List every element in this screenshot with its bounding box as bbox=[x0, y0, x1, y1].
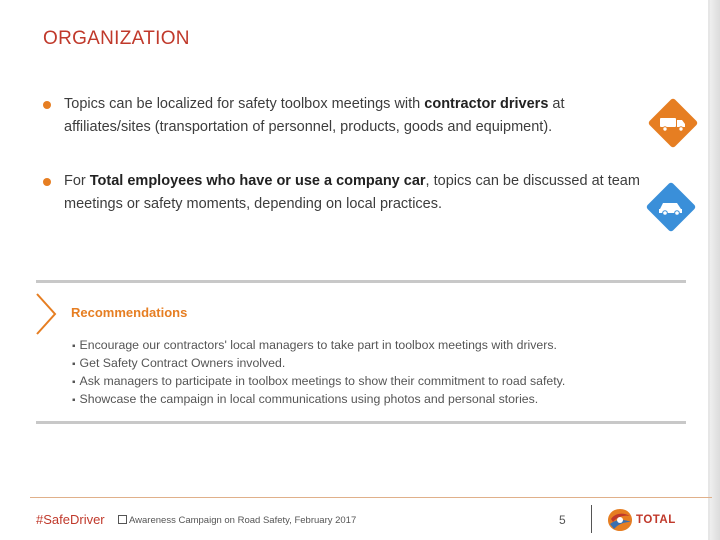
bullet-dot bbox=[43, 178, 51, 186]
list-item: ▪ Get Safety Contract Owners involved. bbox=[72, 355, 565, 373]
footer-campaign: Awareness Campaign on Road Safety, February 2017 bbox=[118, 515, 356, 526]
chevron-right-icon bbox=[34, 292, 58, 336]
list-item: ▪ Encourage our contractors' local managers to take part in toolbox meetings with drivers. bbox=[72, 337, 565, 355]
right-edge-band bbox=[708, 0, 720, 540]
divider-bottom bbox=[36, 421, 686, 424]
page-title: ORGANIZATION bbox=[43, 28, 190, 49]
footer-divider bbox=[591, 505, 592, 533]
bullet-text: Topics can be localized for safety toolbox meetings with contractor drivers at affiliates/sites (transportation of personnel, products, goods and equipment). bbox=[64, 96, 565, 135]
truck-icon bbox=[648, 98, 698, 148]
bullet-dot bbox=[43, 101, 51, 109]
divider-top bbox=[36, 280, 686, 283]
bullet-contractor-drivers bbox=[43, 93, 633, 139]
logo-text: TOTAL bbox=[636, 514, 676, 526]
bullet-text: For Total employees who have or use a company car, topics can be discussed at team meetings or safety moments, depending on local practices. bbox=[64, 173, 640, 212]
total-logo-icon bbox=[606, 507, 634, 533]
car-icon bbox=[646, 182, 696, 232]
list-item: ▪ Showcase the campaign in local communications using photos and personal stories. bbox=[72, 391, 565, 409]
checkbox-icon bbox=[118, 515, 127, 524]
recommendations-list bbox=[72, 337, 565, 409]
list-item: ▪ Ask managers to participate in toolbox meetings to show their commitment to road safety. bbox=[72, 373, 565, 391]
bullet-company-car bbox=[43, 170, 643, 216]
footer-hashtag: #SafeDriver bbox=[36, 512, 105, 527]
recommendations-title: Recommendations bbox=[71, 305, 188, 320]
footer-rule bbox=[30, 497, 712, 498]
page-number: 5 bbox=[559, 513, 566, 527]
